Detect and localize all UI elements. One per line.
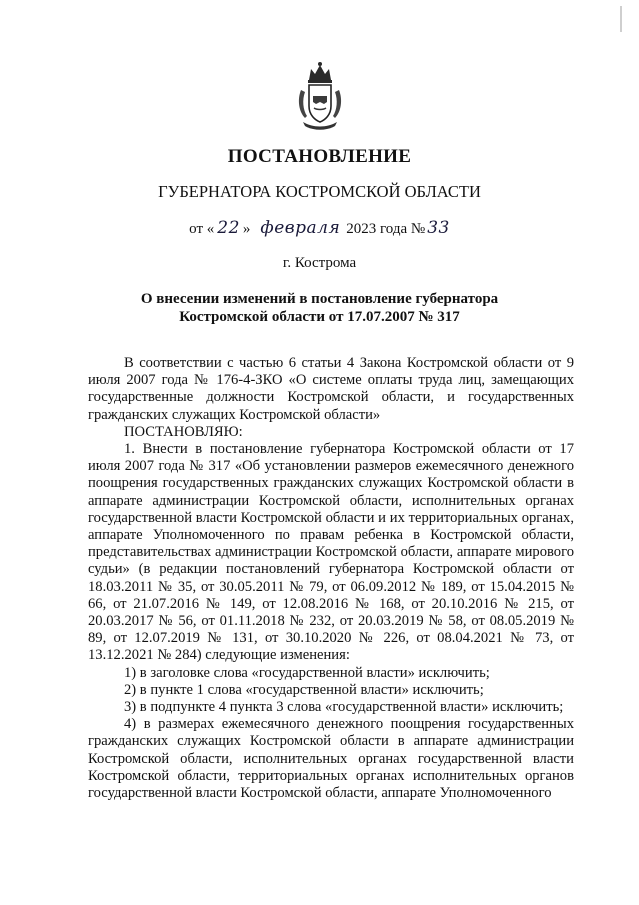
date-year: 2023 года № xyxy=(346,221,426,237)
date-close-quote: » xyxy=(242,221,251,237)
handwritten-day: 22 xyxy=(217,218,240,238)
coat-of-arms-emblem xyxy=(297,60,343,132)
document-subject xyxy=(0,290,639,326)
subject-line-2: Костромской области от 17.07.2007 № 317 xyxy=(179,309,460,325)
body-paragraph: ПОСТАНОВЛЯЮ: xyxy=(124,423,243,440)
document-title: ПОСТАНОВЛЕНИЕ xyxy=(227,146,412,167)
body-paragraph: В соответствии с частью 6 статьи 4 Закона Костромской области от 9 июля 2007 года № 176-4-ЗКО «О системе оплаты труда лиц, замещающих государственные должности Костромской области, и государственных гражданских служащих Костромской области» xyxy=(88,355,574,423)
date-line xyxy=(0,218,639,238)
body-paragraph: 4) в размерах ежемесячного денежного поощрения государственных гражданских служащих Костромской области в аппарате администрации Костромской области, исполнительных органах государственной власти Костромской области, территориальных органах исполнительных органов государственной власти Костромской области, аппарате Уполномоченного xyxy=(88,716,574,802)
body-paragraph: 1) в заголовке слова «государственной власти» исключить; xyxy=(124,664,490,681)
subject-line-1: О внесении изменений в постановление губернатора xyxy=(140,291,499,307)
date-prefix: от « xyxy=(189,221,215,237)
handwritten-month: февраля xyxy=(260,218,341,238)
body-paragraph: 2) в пункте 1 слова «государственной власти» исключить; xyxy=(124,681,484,698)
scan-mark xyxy=(620,6,622,32)
body-paragraph: 3) в подпункте 4 пункта 3 слова «государственной власти» исключить; xyxy=(124,699,564,716)
city-line: г. Кострома xyxy=(282,255,357,271)
document-body xyxy=(88,355,574,802)
handwritten-doc-number: 33 xyxy=(427,218,450,238)
issuer-title: ГУБЕРНАТОРА КОСТРОМСКОЙ ОБЛАСТИ xyxy=(158,182,481,201)
body-paragraph: 1. Внести в постановление губернатора Костромской области от 17 июля 2007 года № 317 «Об установлении размеров ежемесячного денежного поощрения государственных гражданских служащих Костромской области в аппарате администрации Костромской области, исполнительных органах государственной власти Костромской области и их территориальных органах, аппарате Уполномоченного по правам ребенка в Костромской области, представительствах администрации Костромской области, аппарате мирового судьи» (в редакции постановлений губернатора Костромской области от 18.03.2011 № 35, от 30.05.2011 № 79, от 06.09.2012 № 189, от 15.04.2015 № 66, от 21.07.2016 № 149, от 12.08.2016 № 168, от 20.10.2016 № 215, от 20.03.2017 № 56, от 01.11.2018 № 232, от 20.03.2019 № 58, от 08.05.2019 № 89, от 12.07.2019 № 131, от 30.10.2020 № 226, от 08.04.2021 № 73, от 13.12.2021 № 284) следующие изменения: xyxy=(88,441,574,664)
